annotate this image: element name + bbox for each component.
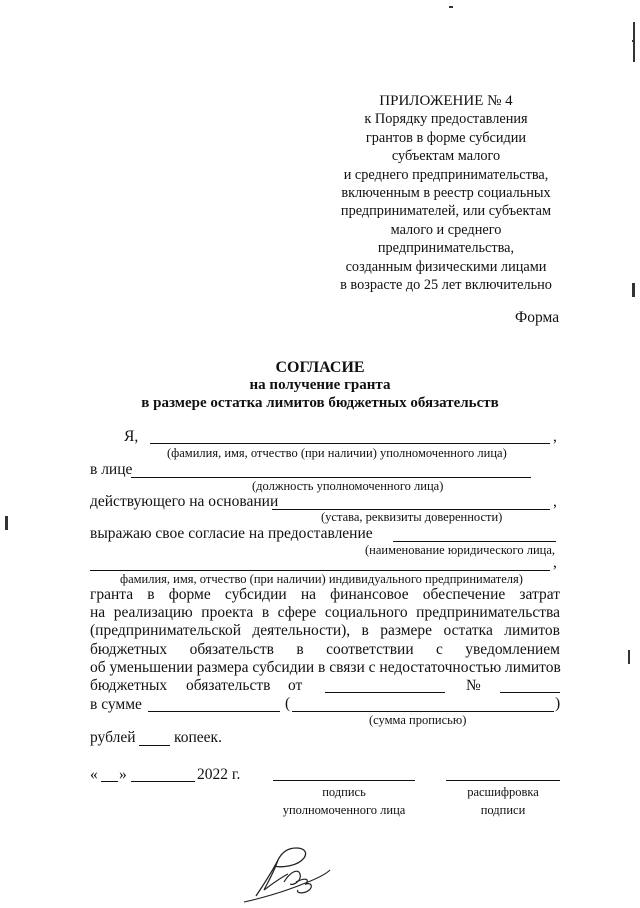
- appendix-line: малого и среднего: [390, 221, 502, 238]
- date-month-field[interactable]: [131, 781, 195, 782]
- signature-hint: [270, 784, 418, 818]
- entity-field-continued[interactable]: [90, 570, 550, 571]
- open-paren: (: [285, 695, 291, 712]
- kopecks-label: копеек.: [174, 729, 222, 746]
- entrepreneur-hint: фамилия, имя, отчество (при наличии) индивидуального предпринимателя): [120, 572, 523, 586]
- entity-field[interactable]: [393, 541, 556, 542]
- appendix-line: включенным в реестр социальных: [341, 185, 551, 202]
- scan-artifact: [632, 283, 635, 297]
- appendix-line: созданным физическими лицами: [345, 258, 547, 275]
- notice-date-field[interactable]: [325, 692, 445, 693]
- appendix-line: предпринимательства,: [377, 240, 515, 257]
- position-hint: (должность уполномоченного лица): [252, 479, 444, 493]
- date-day-field[interactable]: [101, 781, 118, 782]
- form-label: Форма: [515, 309, 560, 326]
- basis-label: действующего на основании: [90, 493, 279, 510]
- date-year: 2022 г.: [197, 766, 241, 783]
- signature-hint-line: подпись: [322, 785, 366, 799]
- signature-field[interactable]: [273, 780, 415, 781]
- appendix-block: [330, 92, 562, 294]
- from-label: от: [288, 677, 303, 694]
- basis-hint: (устава, реквизиты доверенности): [321, 510, 503, 524]
- date-open-quote: «: [90, 766, 98, 783]
- position-field[interactable]: [131, 477, 531, 478]
- decoding-hint: [444, 784, 562, 818]
- rubles-label: рублей: [90, 729, 136, 746]
- obligations-word: обязательств: [186, 677, 271, 694]
- appendix-line: предпринимателей, или субъектам: [340, 203, 552, 220]
- comma: ,: [553, 493, 557, 510]
- appendix-line: и среднего предпринимательства,: [343, 166, 549, 183]
- notice-number-field[interactable]: [500, 692, 560, 693]
- amount-words-field[interactable]: [292, 711, 554, 712]
- paragraph-line: бюджетных обязательств в соответствии с уведомлением: [90, 641, 560, 658]
- decoding-hint-line: подписи: [480, 803, 526, 817]
- document-subtitle: в размере остатка лимитов бюджетных обязательств: [141, 395, 499, 411]
- comma: ,: [553, 554, 557, 571]
- entity-hint: (наименование юридического лица,: [365, 543, 556, 557]
- kopecks-field[interactable]: [139, 745, 170, 746]
- appendix-line: субъектам малого: [391, 148, 501, 165]
- date-close-quote: »: [119, 766, 127, 783]
- signature-hint-line: уполномоченного лица: [282, 803, 406, 817]
- appendix-line: грантов в форме субсидии: [365, 129, 527, 146]
- handwritten-signature-mark: [238, 838, 338, 908]
- close-paren: ): [555, 695, 561, 712]
- decoding-hint-line: расшифровка: [467, 785, 539, 799]
- name-field[interactable]: [150, 443, 550, 444]
- number-sign: №: [466, 677, 481, 694]
- signature-decoding-field[interactable]: [446, 780, 560, 781]
- scan-artifact: [449, 6, 453, 8]
- in-person-label: в лице: [90, 461, 133, 478]
- scan-artifact: [633, 22, 635, 62]
- amount-words-hint: (сумма прописью): [369, 713, 467, 727]
- amount-field[interactable]: [148, 711, 280, 712]
- document-title: СОГЛАСИЕ: [275, 359, 365, 376]
- paragraph-line: об уменьшении размера субсидии в связи с недостаточностью лимитов: [90, 659, 561, 676]
- comma: ,: [553, 428, 557, 445]
- paragraph-line: (предпринимательской деятельности), в размере остатка лимитов: [90, 622, 560, 639]
- scan-artifact: [628, 650, 630, 664]
- paragraph-line: на реализацию проекта в сфере социального предпринимательства: [90, 604, 560, 621]
- amount-label: в сумме: [90, 696, 142, 713]
- paragraph-line: гранта в форме субсидии на финансовое обеспечение затрат: [90, 586, 560, 603]
- appendix-line: к Порядку предоставления: [364, 111, 528, 128]
- document-subtitle: на получение гранта: [249, 377, 391, 393]
- consent-label: выражаю свое согласие на предоставление: [90, 525, 373, 542]
- i-label: Я,: [124, 428, 139, 445]
- scan-artifact: [632, 40, 634, 42]
- appendix-title: ПРИЛОЖЕНИЕ № 4: [379, 93, 513, 109]
- scan-artifact: [5, 516, 8, 530]
- appendix-line: в возрасте до 25 лет включительно: [340, 277, 552, 294]
- obligations-word: бюджетных: [90, 677, 168, 694]
- name-hint: (фамилия, имя, отчество (при наличии) уполномоченного лица): [167, 446, 507, 460]
